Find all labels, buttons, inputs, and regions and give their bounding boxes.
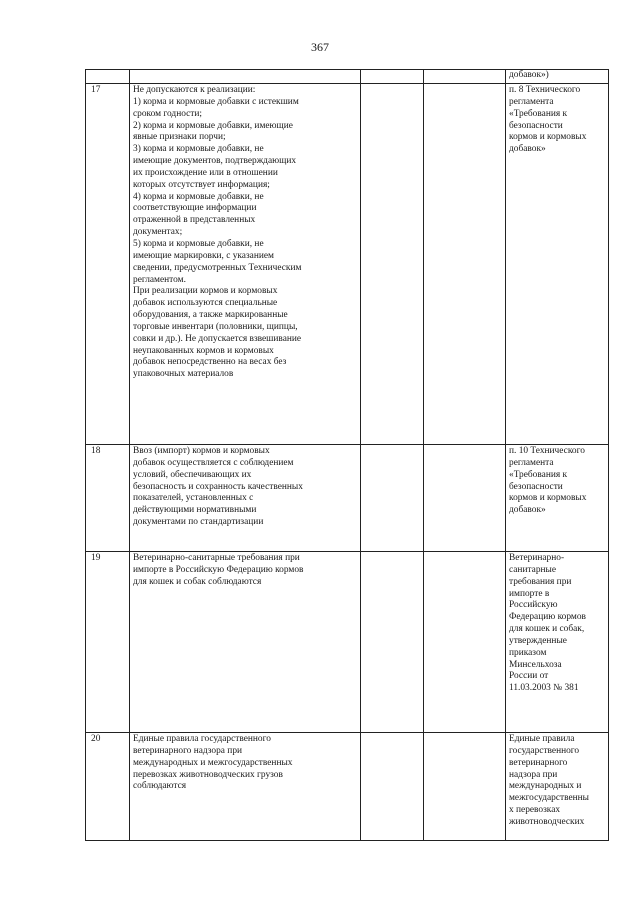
reference-line: межгосударственны: [509, 793, 589, 804]
reference-cell: [506, 445, 609, 552]
reference-line: безопасности: [509, 120, 563, 131]
requirement-line: оборудования, а также маркированные: [133, 310, 288, 321]
reference-line: России от: [509, 671, 549, 682]
reference-line: животноводческих: [509, 816, 585, 827]
reference-line: «Требования к: [509, 108, 568, 119]
requirement-line: При реализации кормов и кормовых: [133, 286, 278, 297]
reference-line: международных и: [509, 781, 582, 792]
reference-line: «Требования к: [509, 469, 568, 480]
reference-line: кормов и кормовых: [509, 493, 587, 504]
requirement-line: 1) корма и кормовые добавки с истекшим: [133, 96, 299, 107]
row-number: 19: [86, 552, 130, 733]
requirement-line: 3) корма и кормовые добавки, не: [133, 144, 264, 155]
cell-empty: [424, 70, 506, 84]
requirement-line: 5) корма и кормовые добавки, не: [133, 238, 264, 249]
cell-empty: [424, 445, 506, 552]
reference-line: ветеринарного: [509, 757, 568, 768]
cell-reference: [506, 70, 609, 84]
requirement-line: действующими нормативными: [133, 505, 257, 516]
requirement-line: регламентом.: [133, 274, 186, 285]
requirement-line: добавок осуществляется с соблюдением: [133, 457, 294, 468]
reference-line: добавок»: [509, 144, 546, 155]
cell-num: [86, 70, 130, 84]
requirement-cell: [130, 733, 361, 841]
reference-line: п. 10 Технического: [509, 446, 585, 456]
requirement-line: 4) корма и кормовые добавки, не: [133, 191, 264, 202]
requirement-line: совки и др.). Не допускается взвешивание: [133, 333, 302, 344]
row-number: 18: [86, 445, 130, 552]
page-number: 367: [311, 40, 329, 54]
cell-empty: [361, 445, 424, 552]
reference-line: Минсельхоза: [509, 659, 562, 670]
reference-line: добавок»: [509, 505, 546, 516]
requirement-line: их происхождение или в отношении: [133, 167, 278, 178]
reference-line: Единые правила: [509, 734, 575, 744]
requirement-line: упаковочных материалов: [133, 369, 234, 380]
reference-line: п. 8 Технического: [509, 85, 581, 95]
requirement-line: безопасность и сохранность качественных: [133, 481, 303, 492]
requirement-line: имеющие документов, подтверждающих: [133, 156, 297, 167]
reference-line: утвержденные: [509, 635, 567, 646]
requirement-line: Не допускаются к реализации:: [133, 85, 256, 95]
reference-line: Федерацию кормов: [509, 612, 586, 623]
requirement-line: показателей, установленных с: [133, 493, 254, 504]
requirement-line: документами по стандартизации: [133, 517, 264, 528]
requirement-line: которых отсутствует информация;: [133, 179, 270, 190]
requirement-cell: [130, 552, 361, 733]
cell-empty: [361, 84, 424, 445]
cell-empty: [424, 552, 506, 733]
reference-line: государственного: [509, 745, 580, 756]
cell-empty: [424, 733, 506, 841]
cell-empty: [361, 552, 424, 733]
reference-line: надзора при: [509, 769, 558, 780]
reference-line: 11.03.2003 № 381: [509, 683, 579, 694]
requirement-line: Ввоз (импорт) кормов и кормовых: [133, 446, 270, 456]
table-row: [86, 84, 609, 445]
reference-cell: [506, 84, 609, 445]
table-row: [86, 445, 609, 552]
requirement-line: имеющие маркировки, с указанием: [133, 250, 274, 261]
reference-cell: [506, 733, 609, 841]
requirement-cell: [130, 84, 361, 445]
cell-empty: [424, 84, 506, 445]
reference-line: Ветеринарно-: [509, 553, 565, 563]
cell-empty: [361, 733, 424, 841]
table-row-continuation: [86, 70, 609, 84]
reference-line: х перевозках: [509, 805, 561, 816]
requirement-cell: [130, 445, 361, 552]
reference-line: импорте в: [509, 588, 550, 599]
reference-line: добавок»): [509, 70, 549, 80]
requirement-line: торговые инвентари (половники, щипцы,: [133, 321, 298, 332]
reference-line: санитарные: [509, 564, 557, 575]
row-number: 20: [86, 733, 130, 841]
table-row: [86, 552, 609, 733]
requirement-line: сведении, предусмотренных Техническим: [133, 262, 302, 273]
reference-line: регламента: [509, 96, 554, 107]
reference-line: кормов и кормовых: [509, 132, 587, 143]
requirement-line: условий, обеспечивающих их: [133, 469, 252, 480]
table-row: [86, 733, 609, 841]
requirement-line: явные признаки порчи;: [133, 132, 226, 143]
requirement-line: импорте в Российскую Федерацию кормов: [133, 564, 304, 575]
requirement-line: добавок непосредственно на весах без: [133, 357, 287, 368]
requirement-line: международных и межгосударственных: [133, 757, 293, 768]
requirements-table: [85, 69, 609, 841]
cell-empty: [361, 70, 424, 84]
requirement-line: документах;: [133, 227, 183, 238]
requirement-line: отраженной в представленных: [133, 215, 256, 226]
reference-line: для кошек и собак,: [509, 624, 585, 635]
row-number: 17: [86, 84, 130, 445]
cell-requirement: [130, 70, 361, 84]
reference-line: регламента: [509, 457, 554, 468]
requirement-line: неупакованных кормов и кормовых: [133, 345, 274, 356]
requirement-line: добавок используются специальные: [133, 298, 278, 309]
requirement-line: сроком годности;: [133, 108, 203, 119]
requirement-line: 2) корма и кормовые добавки, имеющие: [133, 120, 293, 131]
requirement-line: перевозках животноводческих грузов: [133, 769, 283, 780]
reference-line: требования при: [509, 576, 572, 587]
requirement-line: ветеринарного надзора при: [133, 745, 243, 756]
requirement-line: Единые правила государственного: [133, 734, 271, 744]
reference-cell: [506, 552, 609, 733]
reference-line: Российскую: [509, 600, 558, 611]
requirement-line: соответствующие информации: [133, 203, 257, 214]
reference-line: приказом: [509, 647, 547, 658]
requirement-line: Ветеринарно-санитарные требования при: [133, 553, 300, 563]
requirement-line: соблюдаются: [133, 781, 187, 792]
requirement-line: для кошек и собак соблюдаются: [133, 576, 262, 587]
reference-line: безопасности: [509, 481, 563, 492]
